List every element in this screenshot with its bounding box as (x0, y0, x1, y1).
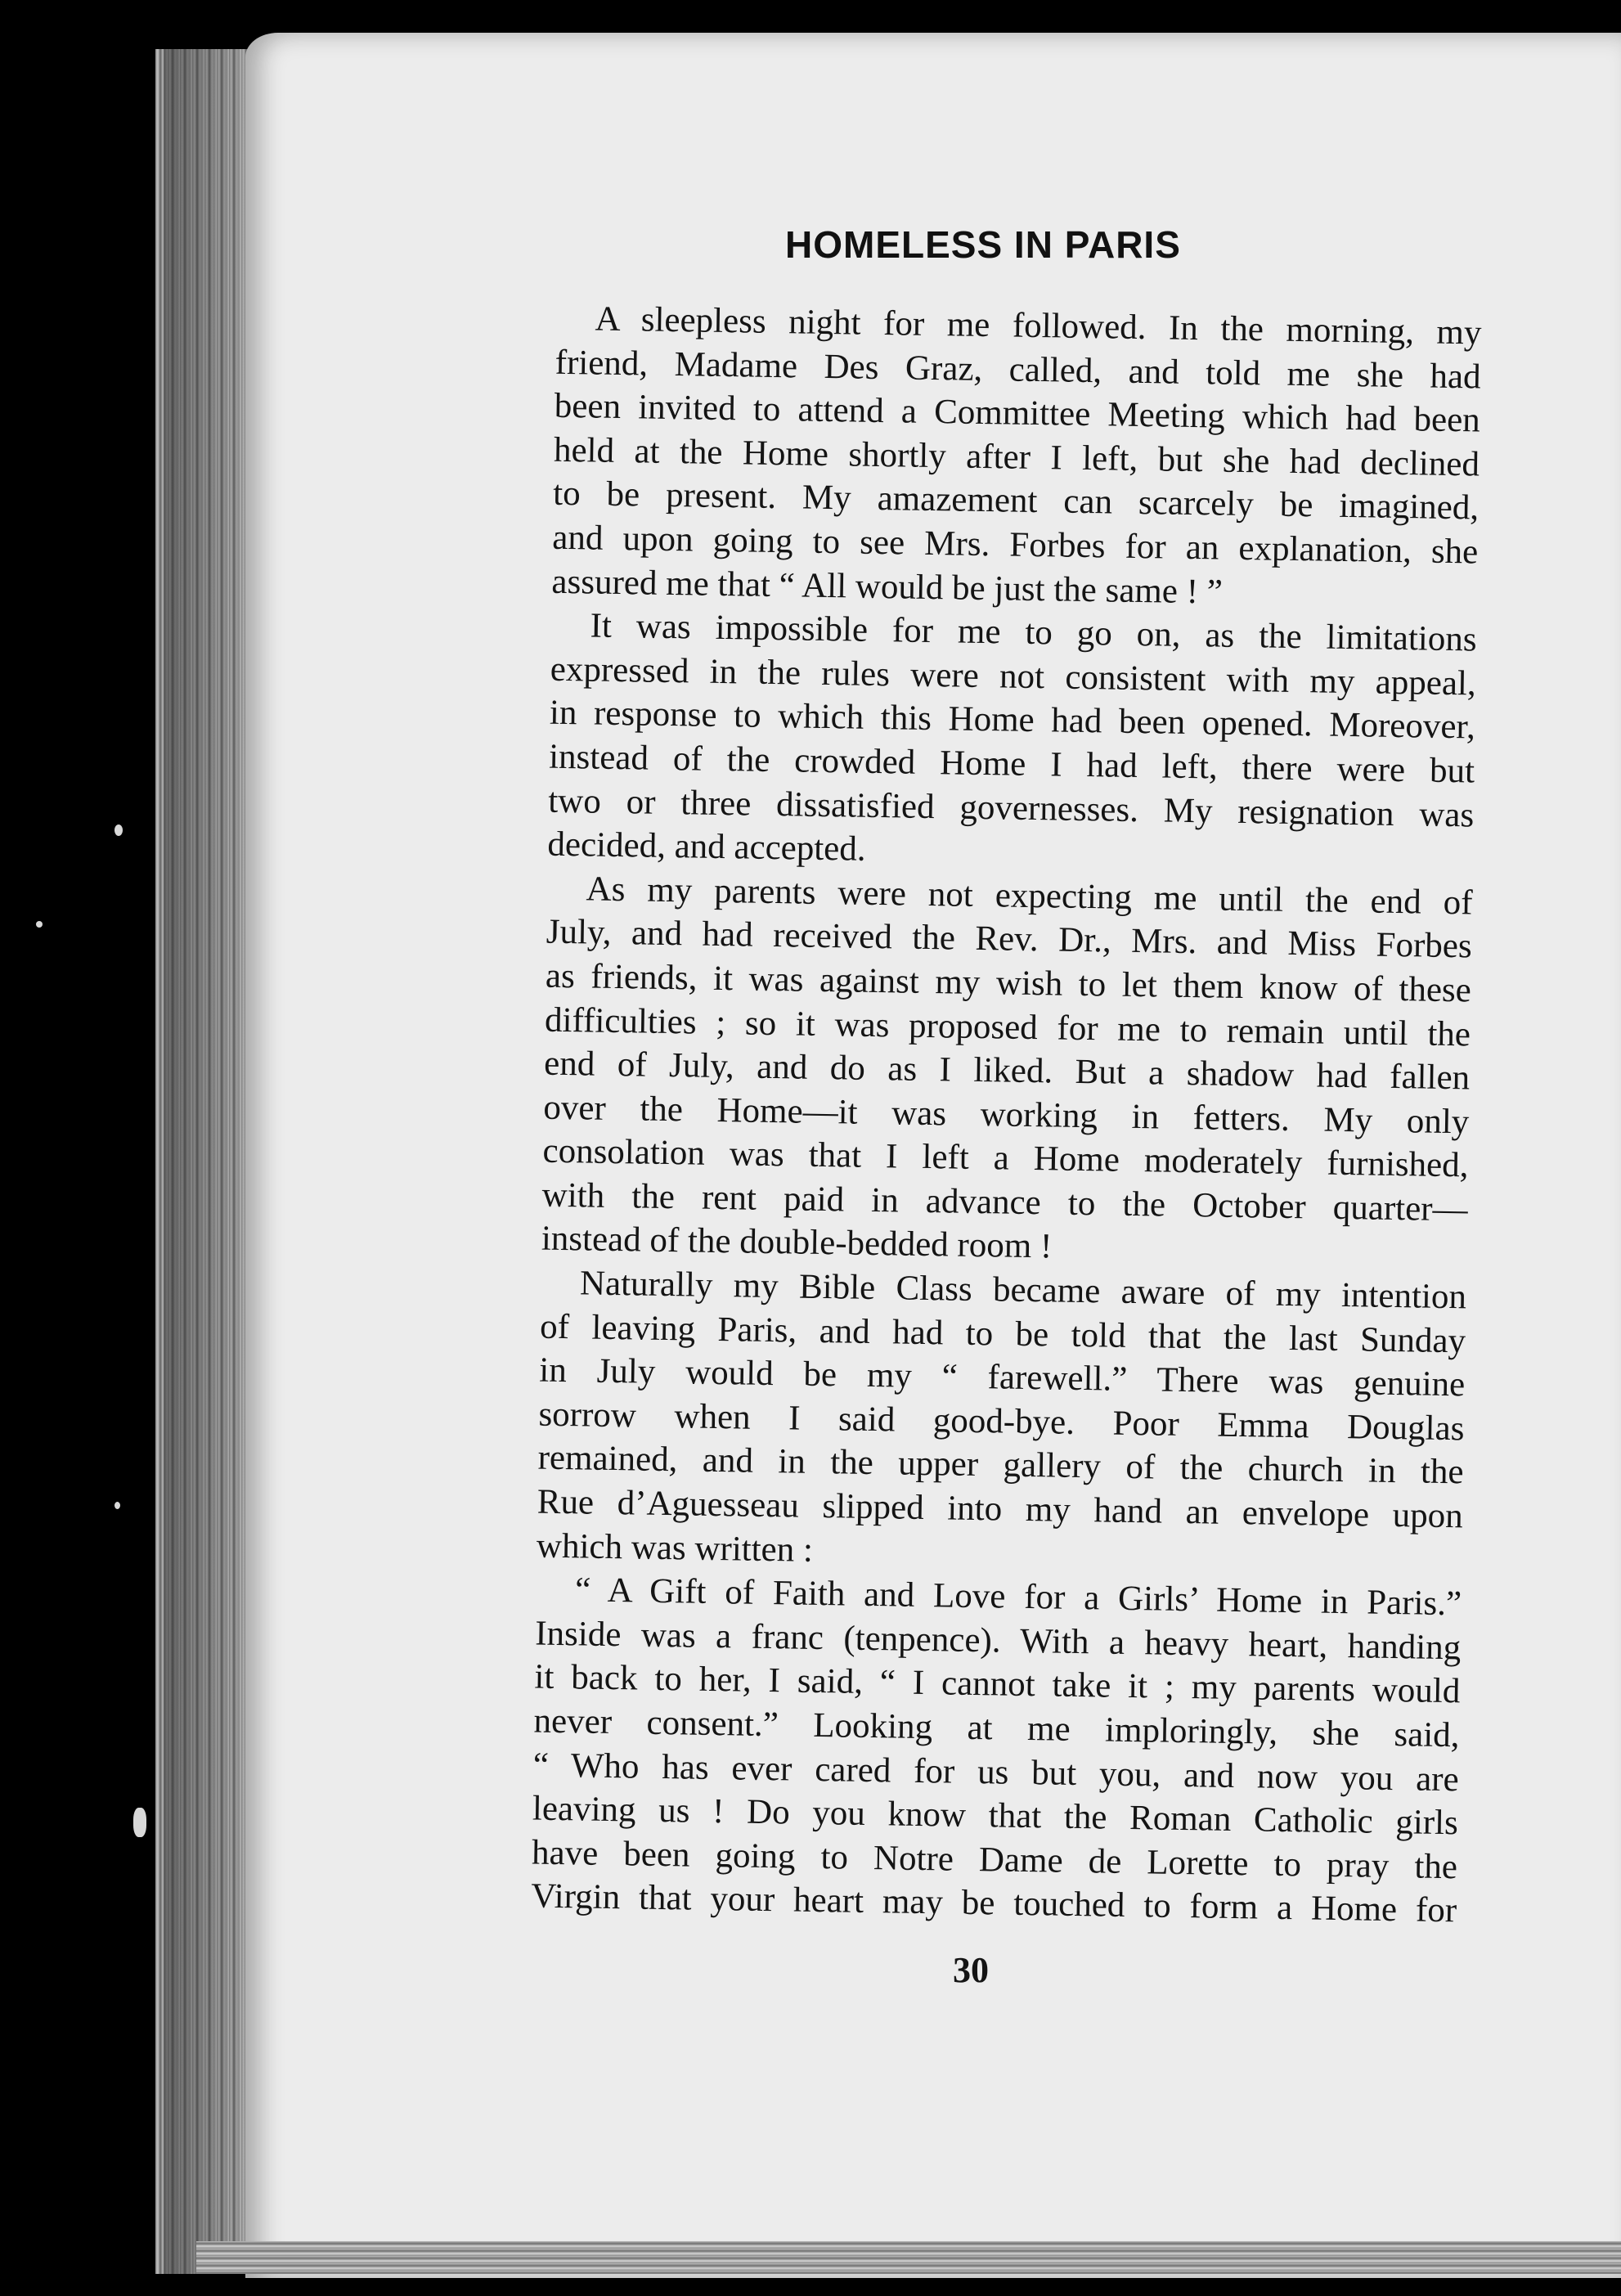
text-line: held at the Home shortly after I left, but she had declined (553, 430, 1480, 484)
text-line: end of July, and do as I liked. But a shadow had fallen (543, 1044, 1471, 1098)
text-line: have been going to Notre Dame de Lorette to pray the (531, 1833, 1458, 1887)
text-line: to be present. My amazement can scarcely be imagined, (552, 474, 1480, 528)
text-line: which was written : (536, 1526, 814, 1570)
text-line: of leaving Paris, and had to be told that the last Sunday (539, 1307, 1466, 1361)
margin-speck (115, 824, 123, 836)
text-line: in July would be my “ farewell.” There was genuine (539, 1350, 1466, 1404)
text-line: “ A Gift of Faith and Love for a Girls’ Home in Paris.” (574, 1570, 1462, 1624)
text-line: instead of the double-bedded room ! (541, 1220, 1053, 1266)
page-bottom-edge (196, 2241, 1621, 2274)
text-line: instead of the crowded Home I had left, there were but (548, 737, 1475, 791)
text-line: friend, Madame Des Graz, called, and told me she had (555, 343, 1481, 397)
paragraph (512, 296, 1482, 618)
text-line: difficulties ; so it was proposed for me to remain until the (544, 1000, 1471, 1054)
running-head: HOMELESS IN PARIS (785, 223, 1181, 266)
page-number: 30 (953, 1950, 989, 1990)
paragraph (497, 1260, 1467, 1583)
text-line: assured me that “ All would be just the same ! ” (551, 562, 1224, 612)
text-line: consolation was that I left a Home moderately furnished, (542, 1131, 1469, 1185)
text-line: never consent.” Looking at me imploringly, she said, (533, 1701, 1460, 1755)
body-text (492, 296, 1482, 1933)
margin-speck (36, 921, 43, 928)
text-line: sorrow when I said good-bye. Poor Emma Douglas (538, 1395, 1465, 1449)
text-line: It was impossible for me to go on, as the limitations (590, 606, 1477, 659)
text-line: in response to which this Home had been opened. Moreover, (549, 694, 1476, 747)
text-line: it back to her, I said, “ I cannot take it ; my parents would (534, 1657, 1461, 1711)
text-line: As my parents were not expecting me until the end of (586, 869, 1473, 923)
text-line: decided, and accepted. (547, 824, 866, 869)
text-line: “ Who has ever cared for us but you, and now you are (532, 1746, 1460, 1799)
text-line: been invited to attend a Committee Meeting which had been (554, 386, 1481, 440)
margin-speck (115, 1502, 120, 1509)
text-line: leaving us ! Do you know that the Roman Catholic girls (532, 1789, 1459, 1843)
margin-speck (133, 1808, 146, 1837)
text-line: over the Home—it was working in fetters. My only (543, 1088, 1470, 1142)
text-line: with the rent paid in advance to the October quarter— (541, 1175, 1468, 1229)
text-line: Rue d’Aguesseau slipped into my hand an envelope upon (537, 1482, 1464, 1536)
text-line: remained, and in the upper gallery of the church in the (537, 1439, 1464, 1492)
text-line: A sleepless night for me followed. In the morning, my (595, 299, 1482, 353)
text-line: Inside was a franc (tenpence). With a heavy heart, handing (534, 1614, 1462, 1668)
text-line: expressed in the rules were not consistent with my appeal, (550, 649, 1477, 703)
text-line: two or three dissatisfied governesses. My resignation was (547, 781, 1475, 834)
paragraph (501, 866, 1472, 1276)
text-line: and upon going to see Mrs. Forbes for an explanation, she (551, 518, 1479, 572)
paragraph (508, 603, 1477, 881)
text-line: July, and had received the Rev. Dr., Mrs. and Miss Forbes (546, 912, 1473, 966)
text-line: Naturally my Bible Class became aware of my intention (579, 1264, 1467, 1317)
text-line: Virgin that your heart may be touched to form a Home for (530, 1876, 1457, 1930)
text-line: as friends, it was against my wish to let them know of these (545, 956, 1472, 1010)
paragraph (492, 1567, 1462, 1933)
